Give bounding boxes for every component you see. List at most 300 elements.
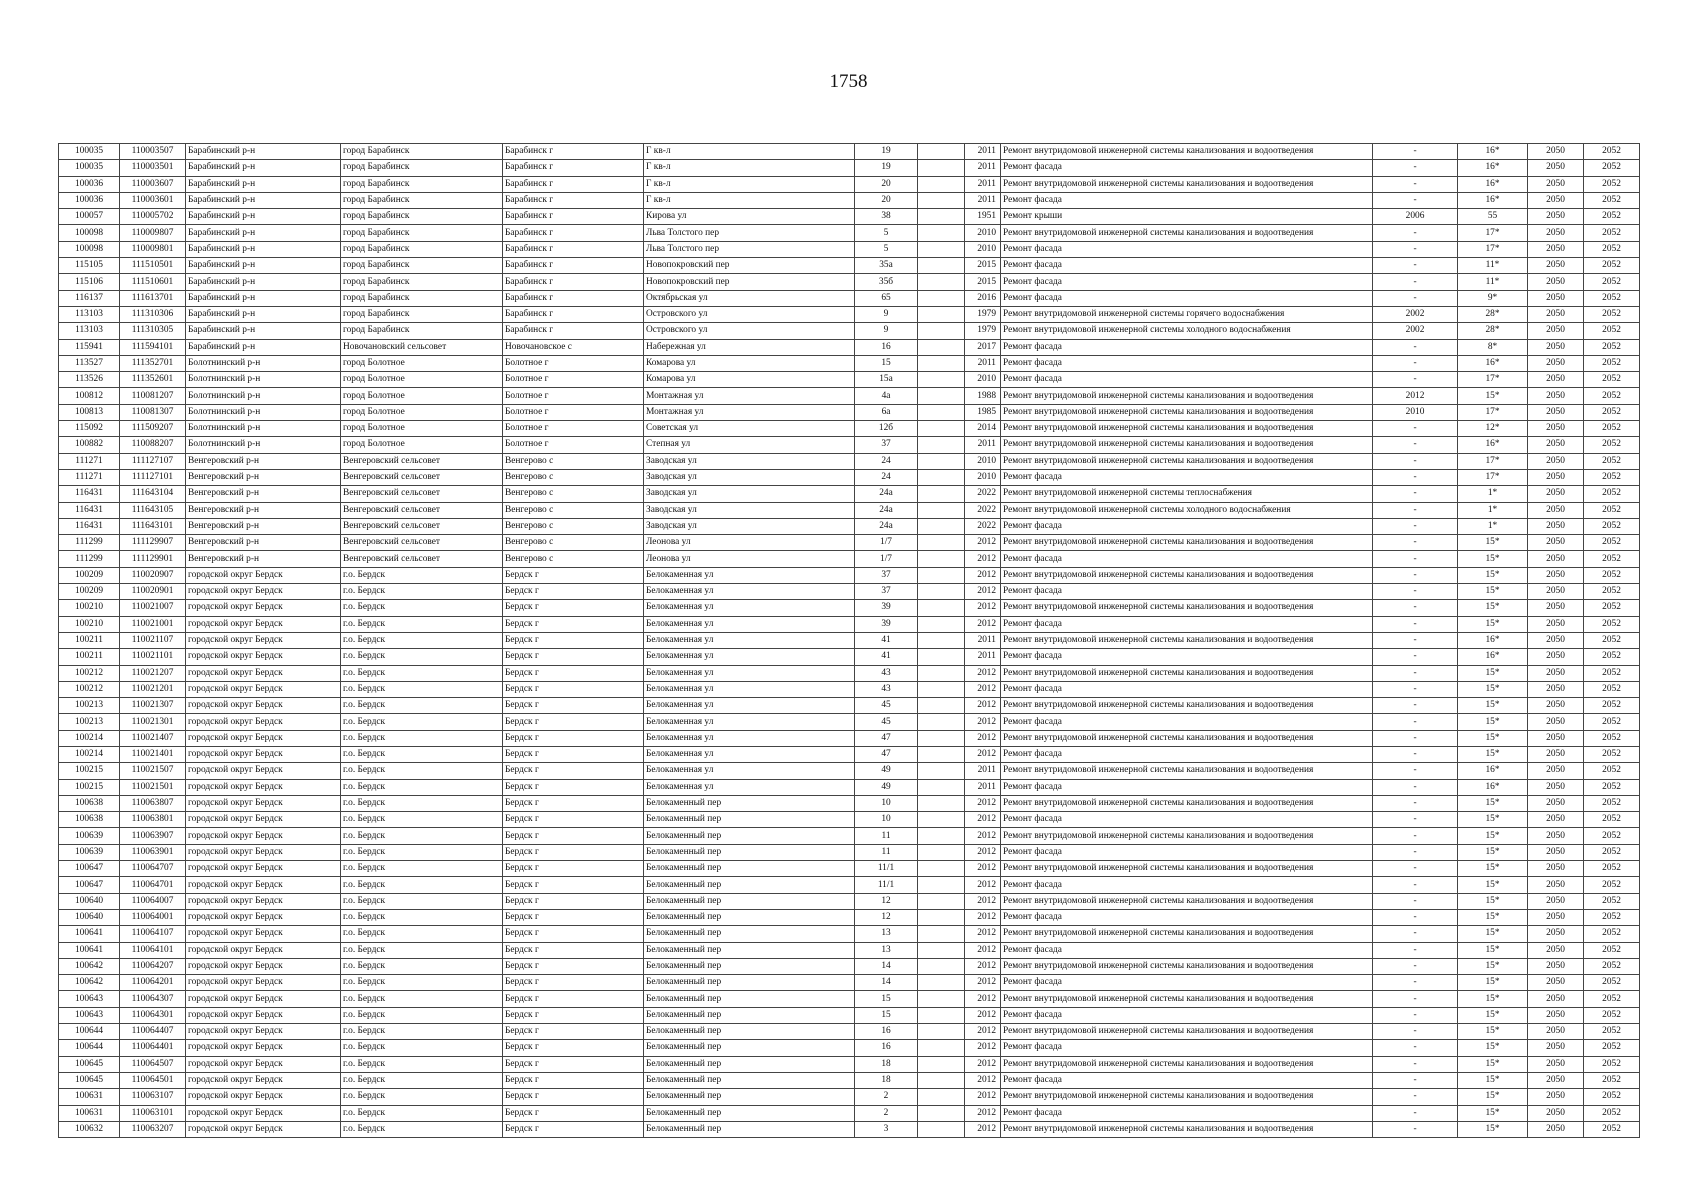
cell-building [918, 991, 965, 1007]
cell-municipality: г.о. Бердск [341, 616, 503, 632]
cell-building [918, 909, 965, 925]
cell-municipality: город Барабинск [341, 144, 503, 160]
cell-building [918, 421, 965, 437]
cell-house-id: 100213 [59, 714, 120, 730]
cell-house-number: 15 [855, 991, 918, 1007]
table-row [59, 241, 1640, 257]
cell-house-id: 100631 [59, 1105, 120, 1121]
cell-house-id: 113103 [59, 323, 120, 339]
cell-year-built: 2012 [965, 681, 1001, 697]
cell-plan-end-year: 2052 [1584, 844, 1640, 860]
cell-house-number: 4а [855, 388, 918, 404]
cell-municipality: г.о. Бердск [341, 877, 503, 893]
cell-last-repair-year: - [1373, 616, 1458, 632]
cell-element-id: 110021201 [120, 681, 186, 697]
cell-building [918, 355, 965, 371]
cell-settlement: Барабинск г [503, 241, 644, 257]
cell-settlement: Бердск г [503, 926, 644, 942]
cell-plan-start-year: 2050 [1528, 469, 1584, 485]
table-row [59, 1024, 1640, 1040]
cell-year-built: 2012 [965, 1089, 1001, 1105]
cell-last-repair-year: - [1373, 746, 1458, 762]
cell-plan-start-year: 2050 [1528, 681, 1584, 697]
cell-plan-start-year: 2050 [1528, 535, 1584, 551]
cell-building [918, 730, 965, 746]
cell-plan-start-year: 2050 [1528, 649, 1584, 665]
cell-repair-type: Ремонт фасада [1001, 681, 1373, 697]
cell-house-id: 116431 [59, 486, 120, 502]
cell-plan-start-year: 2050 [1528, 404, 1584, 420]
cell-building [918, 241, 965, 257]
cell-district: городской округ Бердск [186, 828, 341, 844]
cell-house-id: 100813 [59, 404, 120, 420]
cell-repair-type: Ремонт фасада [1001, 714, 1373, 730]
cell-district: городской округ Бердск [186, 665, 341, 681]
cell-settlement: Бердск г [503, 698, 644, 714]
cell-year-built: 2012 [965, 746, 1001, 762]
cell-element-id: 111509207 [120, 421, 186, 437]
cell-municipality: Новочановский сельсовет [341, 339, 503, 355]
cell-street: Белокаменный пер [644, 926, 855, 942]
table-row [59, 958, 1640, 974]
cell-wear-value: 15* [1458, 975, 1528, 991]
cell-house-id: 100214 [59, 730, 120, 746]
cell-plan-end-year: 2052 [1584, 1072, 1640, 1088]
cell-street: Белокаменный пер [644, 1121, 855, 1137]
cell-repair-type: Ремонт внутридомовой инженерной системы канализования и водоотведения [1001, 388, 1373, 404]
cell-element-id: 110063901 [120, 844, 186, 860]
cell-element-id: 111643105 [120, 502, 186, 518]
cell-element-id: 110063801 [120, 812, 186, 828]
cell-wear-value: 15* [1458, 665, 1528, 681]
cell-building [918, 160, 965, 176]
table-row [59, 795, 1640, 811]
cell-house-id: 100644 [59, 1024, 120, 1040]
table-row [59, 584, 1640, 600]
cell-plan-start-year: 2050 [1528, 1089, 1584, 1105]
cell-plan-start-year: 2050 [1528, 926, 1584, 942]
cell-district: городской округ Бердск [186, 730, 341, 746]
cell-house-id: 115941 [59, 339, 120, 355]
cell-element-id: 110003601 [120, 192, 186, 208]
cell-repair-type: Ремонт внутридомовой инженерной системы канализования и водоотведения [1001, 991, 1373, 1007]
cell-district: Барабинский р-н [186, 274, 341, 290]
table-row [59, 730, 1640, 746]
cell-municipality: г.о. Бердск [341, 926, 503, 942]
cell-municipality: город Болотное [341, 404, 503, 420]
cell-house-number: 47 [855, 730, 918, 746]
cell-municipality: г.о. Бердск [341, 942, 503, 958]
cell-last-repair-year: 2012 [1373, 388, 1458, 404]
cell-repair-type: Ремонт внутридомовой инженерной системы канализования и водоотведения [1001, 730, 1373, 746]
cell-house-number: 39 [855, 600, 918, 616]
cell-plan-end-year: 2052 [1584, 681, 1640, 697]
cell-building [918, 1089, 965, 1105]
cell-element-id: 110064707 [120, 861, 186, 877]
cell-building [918, 535, 965, 551]
cell-street: Белокаменный пер [644, 828, 855, 844]
cell-last-repair-year: 2006 [1373, 209, 1458, 225]
cell-element-id: 110021001 [120, 616, 186, 632]
cell-house-number: 37 [855, 437, 918, 453]
cell-house-number: 9 [855, 306, 918, 322]
cell-wear-value: 11* [1458, 258, 1528, 274]
cell-house-id: 115092 [59, 421, 120, 437]
cell-element-id: 110063907 [120, 828, 186, 844]
cell-district: городской округ Бердск [186, 909, 341, 925]
cell-element-id: 110064007 [120, 893, 186, 909]
cell-house-id: 100057 [59, 209, 120, 225]
cell-municipality: г.о. Бердск [341, 975, 503, 991]
table-row [59, 1089, 1640, 1105]
cell-house-number: 5 [855, 241, 918, 257]
cell-repair-type: Ремонт фасада [1001, 1007, 1373, 1023]
cell-house-id: 100644 [59, 1040, 120, 1056]
cell-street: Белокаменный пер [644, 975, 855, 991]
cell-plan-start-year: 2050 [1528, 991, 1584, 1007]
cell-municipality: г.о. Бердск [341, 714, 503, 730]
cell-plan-end-year: 2052 [1584, 290, 1640, 306]
cell-plan-end-year: 2052 [1584, 600, 1640, 616]
cell-last-repair-year: - [1373, 665, 1458, 681]
cell-plan-end-year: 2052 [1584, 388, 1640, 404]
cell-plan-start-year: 2050 [1528, 339, 1584, 355]
cell-settlement: Бердск г [503, 1040, 644, 1056]
cell-district: городской округ Бердск [186, 877, 341, 893]
cell-municipality: город Барабинск [341, 241, 503, 257]
cell-settlement: Бердск г [503, 958, 644, 974]
cell-municipality: Венгеровский сельсовет [341, 486, 503, 502]
cell-repair-type: Ремонт внутридомовой инженерной системы канализования и водоотведения [1001, 1056, 1373, 1072]
cell-year-built: 1979 [965, 306, 1001, 322]
cell-street: Монтажная ул [644, 404, 855, 420]
cell-plan-end-year: 2052 [1584, 1089, 1640, 1105]
cell-house-id: 100812 [59, 388, 120, 404]
cell-settlement: Бердск г [503, 649, 644, 665]
cell-plan-start-year: 2050 [1528, 388, 1584, 404]
cell-plan-end-year: 2052 [1584, 975, 1640, 991]
cell-plan-start-year: 2050 [1528, 144, 1584, 160]
cell-plan-start-year: 2050 [1528, 502, 1584, 518]
cell-plan-start-year: 2050 [1528, 160, 1584, 176]
cell-settlement: Болотное г [503, 421, 644, 437]
cell-wear-value: 15* [1458, 1089, 1528, 1105]
cell-building [918, 779, 965, 795]
cell-settlement: Барабинск г [503, 290, 644, 306]
cell-repair-type: Ремонт внутридомовой инженерной системы канализования и водоотведения [1001, 861, 1373, 877]
cell-last-repair-year: - [1373, 942, 1458, 958]
cell-repair-type: Ремонт внутридомовой инженерной системы канализования и водоотведения [1001, 1024, 1373, 1040]
cell-wear-value: 15* [1458, 926, 1528, 942]
cell-wear-value: 28* [1458, 306, 1528, 322]
cell-repair-type: Ремонт фасада [1001, 192, 1373, 208]
cell-wear-value: 16* [1458, 192, 1528, 208]
cell-street: Белокаменная ул [644, 616, 855, 632]
cell-plan-end-year: 2052 [1584, 258, 1640, 274]
cell-house-id: 100215 [59, 779, 120, 795]
cell-year-built: 2012 [965, 665, 1001, 681]
cell-element-id: 110081307 [120, 404, 186, 420]
cell-settlement: Бердск г [503, 861, 644, 877]
cell-settlement: Бердск г [503, 844, 644, 860]
table-row [59, 225, 1640, 241]
cell-district: Венгеровский р-н [186, 469, 341, 485]
cell-house-id: 115106 [59, 274, 120, 290]
cell-year-built: 2012 [965, 1007, 1001, 1023]
cell-house-id: 100210 [59, 616, 120, 632]
cell-house-number: 11 [855, 828, 918, 844]
cell-element-id: 110021007 [120, 600, 186, 616]
cell-district: Барабинский р-н [186, 323, 341, 339]
cell-settlement: Бердск г [503, 893, 644, 909]
cell-element-id: 110064401 [120, 1040, 186, 1056]
cell-plan-end-year: 2052 [1584, 763, 1640, 779]
cell-wear-value: 12* [1458, 421, 1528, 437]
cell-year-built: 2012 [965, 1121, 1001, 1137]
cell-plan-start-year: 2050 [1528, 746, 1584, 762]
cell-repair-type: Ремонт фасада [1001, 241, 1373, 257]
cell-district: городской округ Бердск [186, 1072, 341, 1088]
cell-last-repair-year: - [1373, 991, 1458, 1007]
cell-year-built: 2022 [965, 518, 1001, 534]
table-row [59, 274, 1640, 290]
cell-last-repair-year: - [1373, 274, 1458, 290]
cell-house-id: 100098 [59, 241, 120, 257]
cell-plan-end-year: 2052 [1584, 453, 1640, 469]
cell-house-id: 100643 [59, 991, 120, 1007]
cell-wear-value: 17* [1458, 225, 1528, 241]
cell-house-id: 100647 [59, 877, 120, 893]
cell-house-number: 41 [855, 632, 918, 648]
cell-plan-end-year: 2052 [1584, 1007, 1640, 1023]
cell-building [918, 632, 965, 648]
cell-building [918, 698, 965, 714]
cell-repair-type: Ремонт фасада [1001, 339, 1373, 355]
cell-last-repair-year: - [1373, 779, 1458, 795]
cell-plan-start-year: 2050 [1528, 795, 1584, 811]
cell-year-built: 2012 [965, 991, 1001, 1007]
cell-house-id: 100647 [59, 861, 120, 877]
cell-element-id: 110020907 [120, 567, 186, 583]
cell-last-repair-year: - [1373, 763, 1458, 779]
cell-last-repair-year: - [1373, 437, 1458, 453]
cell-repair-type: Ремонт внутридомовой инженерной системы канализования и водоотведения [1001, 225, 1373, 241]
cell-house-number: 14 [855, 958, 918, 974]
cell-last-repair-year: - [1373, 714, 1458, 730]
cell-district: городской округ Бердск [186, 567, 341, 583]
cell-house-id: 100035 [59, 160, 120, 176]
cell-element-id: 110064701 [120, 877, 186, 893]
cell-building [918, 567, 965, 583]
cell-plan-start-year: 2050 [1528, 323, 1584, 339]
cell-settlement: Бердск г [503, 1007, 644, 1023]
cell-street: Кирова ул [644, 209, 855, 225]
cell-house-id: 116137 [59, 290, 120, 306]
cell-repair-type: Ремонт фасада [1001, 1072, 1373, 1088]
cell-year-built: 2012 [965, 958, 1001, 974]
cell-street: Белокаменный пер [644, 844, 855, 860]
cell-last-repair-year: - [1373, 1056, 1458, 1072]
cell-plan-start-year: 2050 [1528, 828, 1584, 844]
cell-municipality: г.о. Бердск [341, 1007, 503, 1023]
cell-municipality: г.о. Бердск [341, 893, 503, 909]
cell-last-repair-year: - [1373, 144, 1458, 160]
cell-street: Льва Толстого пер [644, 225, 855, 241]
cell-district: городской округ Бердск [186, 1040, 341, 1056]
cell-building [918, 763, 965, 779]
cell-house-number: 12 [855, 893, 918, 909]
cell-year-built: 2012 [965, 600, 1001, 616]
cell-wear-value: 15* [1458, 1024, 1528, 1040]
cell-plan-start-year: 2050 [1528, 893, 1584, 909]
cell-municipality: г.о. Бердск [341, 567, 503, 583]
cell-plan-start-year: 2050 [1528, 192, 1584, 208]
cell-house-number: 10 [855, 812, 918, 828]
cell-year-built: 2012 [965, 1072, 1001, 1088]
cell-plan-start-year: 2050 [1528, 1040, 1584, 1056]
cell-year-built: 2010 [965, 241, 1001, 257]
cell-repair-type: Ремонт внутридомовой инженерной системы канализования и водоотведения [1001, 698, 1373, 714]
table-row [59, 388, 1640, 404]
cell-repair-type: Ремонт фасада [1001, 355, 1373, 371]
cell-plan-end-year: 2052 [1584, 812, 1640, 828]
cell-last-repair-year: - [1373, 1040, 1458, 1056]
cell-wear-value: 55 [1458, 209, 1528, 225]
cell-plan-start-year: 2050 [1528, 290, 1584, 306]
cell-wear-value: 15* [1458, 877, 1528, 893]
cell-year-built: 2012 [965, 812, 1001, 828]
cell-house-id: 100036 [59, 192, 120, 208]
cell-municipality: город Барабинск [341, 290, 503, 306]
cell-plan-end-year: 2052 [1584, 437, 1640, 453]
cell-street: Белокаменная ул [644, 665, 855, 681]
cell-plan-start-year: 2050 [1528, 355, 1584, 371]
table-row [59, 909, 1640, 925]
table-row [59, 209, 1640, 225]
cell-last-repair-year: - [1373, 795, 1458, 811]
cell-last-repair-year: - [1373, 1089, 1458, 1105]
cell-municipality: г.о. Бердск [341, 991, 503, 1007]
cell-element-id: 110064101 [120, 942, 186, 958]
cell-repair-type: Ремонт внутридомовой инженерной системы канализования и водоотведения [1001, 926, 1373, 942]
cell-municipality: город Барабинск [341, 306, 503, 322]
cell-wear-value: 17* [1458, 453, 1528, 469]
cell-year-built: 2012 [965, 861, 1001, 877]
cell-house-number: 45 [855, 698, 918, 714]
cell-building [918, 844, 965, 860]
cell-building [918, 942, 965, 958]
table-row [59, 502, 1640, 518]
cell-wear-value: 16* [1458, 779, 1528, 795]
cell-settlement: Барабинск г [503, 192, 644, 208]
cell-repair-type: Ремонт фасада [1001, 518, 1373, 534]
table-row [59, 861, 1640, 877]
cell-settlement: Барабинск г [503, 176, 644, 192]
cell-district: городской округ Бердск [186, 795, 341, 811]
cell-district: городской округ Бердск [186, 1105, 341, 1121]
cell-repair-type: Ремонт внутридомовой инженерной системы канализования и водоотведения [1001, 828, 1373, 844]
cell-building [918, 1056, 965, 1072]
cell-municipality: Венгеровский сельсовет [341, 535, 503, 551]
cell-element-id: 111129907 [120, 535, 186, 551]
cell-wear-value: 15* [1458, 893, 1528, 909]
cell-wear-value: 1* [1458, 486, 1528, 502]
table-body [59, 144, 1640, 1138]
cell-district: Барабинский р-н [186, 160, 341, 176]
cell-plan-start-year: 2050 [1528, 1121, 1584, 1137]
cell-plan-end-year: 2052 [1584, 535, 1640, 551]
cell-element-id: 110063101 [120, 1105, 186, 1121]
cell-year-built: 2012 [965, 893, 1001, 909]
cell-plan-end-year: 2052 [1584, 991, 1640, 1007]
cell-plan-end-year: 2052 [1584, 926, 1640, 942]
cell-house-number: 12б [855, 421, 918, 437]
cell-house-id: 100212 [59, 665, 120, 681]
cell-year-built: 1985 [965, 404, 1001, 420]
cell-street: Заводская ул [644, 469, 855, 485]
cell-building [918, 1007, 965, 1023]
cell-last-repair-year: - [1373, 828, 1458, 844]
cell-district: Венгеровский р-н [186, 535, 341, 551]
cell-wear-value: 16* [1458, 176, 1528, 192]
cell-year-built: 2010 [965, 225, 1001, 241]
cell-building [918, 828, 965, 844]
cell-year-built: 2012 [965, 730, 1001, 746]
cell-element-id: 110021407 [120, 730, 186, 746]
cell-last-repair-year: - [1373, 584, 1458, 600]
cell-building [918, 926, 965, 942]
cell-street: Белокаменная ул [644, 567, 855, 583]
cell-last-repair-year: - [1373, 600, 1458, 616]
cell-plan-end-year: 2052 [1584, 730, 1640, 746]
cell-district: Венгеровский р-н [186, 551, 341, 567]
cell-house-number: 24 [855, 453, 918, 469]
cell-plan-end-year: 2052 [1584, 518, 1640, 534]
cell-plan-end-year: 2052 [1584, 877, 1640, 893]
cell-building [918, 893, 965, 909]
cell-element-id: 110064307 [120, 991, 186, 1007]
cell-house-number: 16 [855, 339, 918, 355]
cell-house-id: 116431 [59, 502, 120, 518]
cell-settlement: Барабинск г [503, 323, 644, 339]
cell-year-built: 2012 [965, 1024, 1001, 1040]
cell-building [918, 388, 965, 404]
cell-house-number: 24а [855, 486, 918, 502]
table-row [59, 649, 1640, 665]
cell-repair-type: Ремонт внутридомовой инженерной системы канализования и водоотведения [1001, 893, 1373, 909]
cell-municipality: город Барабинск [341, 258, 503, 274]
cell-house-number: 5 [855, 225, 918, 241]
cell-plan-end-year: 2052 [1584, 339, 1640, 355]
cell-district: городской округ Бердск [186, 1024, 341, 1040]
cell-year-built: 2011 [965, 632, 1001, 648]
cell-last-repair-year: - [1373, 1105, 1458, 1121]
cell-repair-type: Ремонт внутридомовой инженерной системы канализования и водоотведения [1001, 1121, 1373, 1137]
cell-year-built: 2011 [965, 355, 1001, 371]
table-row [59, 535, 1640, 551]
cell-plan-start-year: 2050 [1528, 1056, 1584, 1072]
cell-wear-value: 15* [1458, 616, 1528, 632]
cell-last-repair-year: - [1373, 241, 1458, 257]
cell-element-id: 110081207 [120, 388, 186, 404]
cell-district: городской округ Бердск [186, 779, 341, 795]
cell-district: городской округ Бердск [186, 844, 341, 860]
cell-municipality: г.о. Бердск [341, 681, 503, 697]
cell-repair-type: Ремонт фасада [1001, 258, 1373, 274]
cell-element-id: 110021301 [120, 714, 186, 730]
cell-house-id: 100036 [59, 176, 120, 192]
cell-last-repair-year: - [1373, 975, 1458, 991]
